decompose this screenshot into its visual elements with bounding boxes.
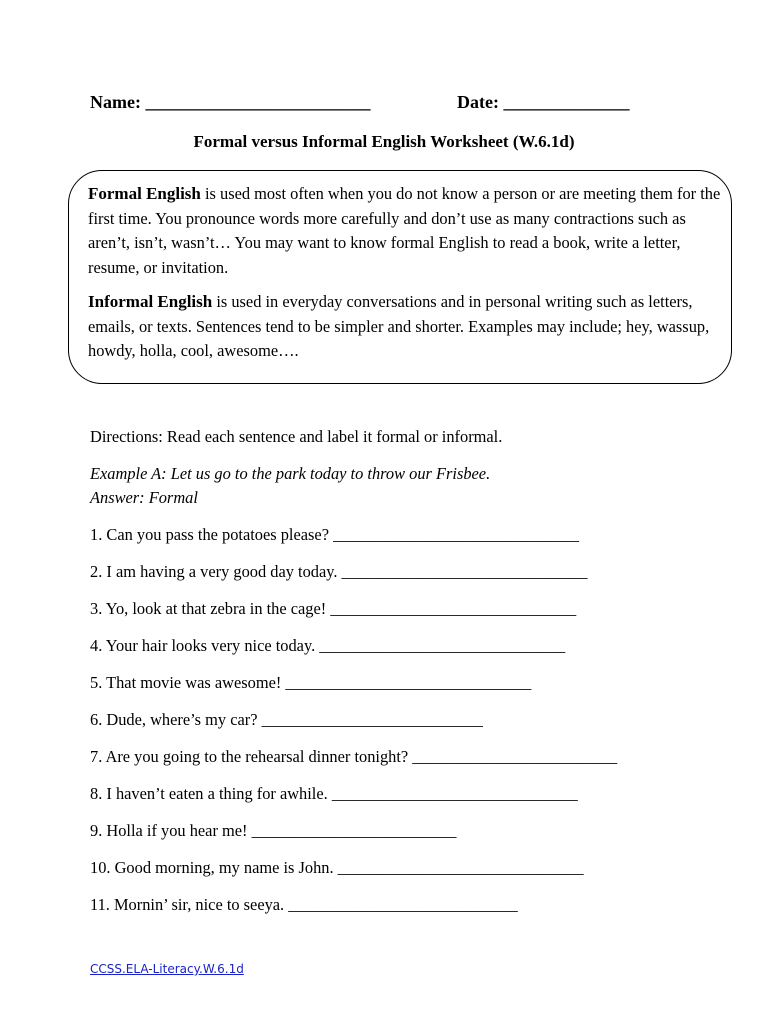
ccss-standard-link[interactable]: CCSS.ELA-Literacy.W.6.1d: [90, 962, 244, 976]
worksheet-title: Formal versus Informal English Worksheet (W.6.1d): [193, 132, 575, 151]
question-item: 5. That movie was awesome! ______________________________: [90, 673, 532, 692]
question-item: 1. Can you pass the potatoes please? ______________________________: [90, 525, 579, 544]
informal-text: is used in everyday conversations and in personal writing such as letters, emails, or texts. Sentences tend to be simpler and shorter. Examples may include; hey, wassup, howdy, holla, cool, awesome….: [88, 292, 710, 360]
question-item: 6. Dude, where’s my car? ___________________________: [90, 710, 483, 729]
informal-definition: [88, 290, 728, 364]
formal-term: Formal English: [88, 184, 201, 203]
formal-text: is used most often when you do not know a person or are meeting them for the first time. You pronounce words more carefully and don’t use as many contractions such as aren’t, isn’t, wasn’t… You may want to know formal English to read a book, write a letter, resume, or invitation.: [88, 184, 721, 277]
question-item: 7. Are you going to the rehearsal dinner tonight? _________________________: [90, 747, 618, 766]
formal-definition: [88, 182, 728, 280]
date-line: Date: ______________: [457, 92, 630, 112]
example-answer: Answer: Formal: [90, 488, 198, 507]
question-item: 3. Yo, look at that zebra in the cage! ______________________________: [90, 599, 577, 618]
question-item: 4. Your hair looks very nice today. ______________________________: [90, 636, 566, 655]
informal-term: Informal English: [88, 292, 213, 311]
directions: Directions: Read each sentence and label it formal or informal.: [90, 427, 503, 446]
question-item: 10. Good morning, my name is John. ______________________________: [90, 858, 584, 877]
example-sentence: Example A: Let us go to the park today to throw our Frisbee.: [90, 464, 491, 483]
question-item: 9. Holla if you hear me! _________________________: [90, 821, 457, 840]
question-item: 11. Mornin’ sir, nice to seeya. ____________________________: [90, 895, 518, 914]
question-item: 2. I am having a very good day today. ______________________________: [90, 562, 588, 581]
question-item: 8. I haven’t eaten a thing for awhile. ______________________________: [90, 784, 578, 803]
name-line: Name: _________________________: [90, 92, 371, 112]
